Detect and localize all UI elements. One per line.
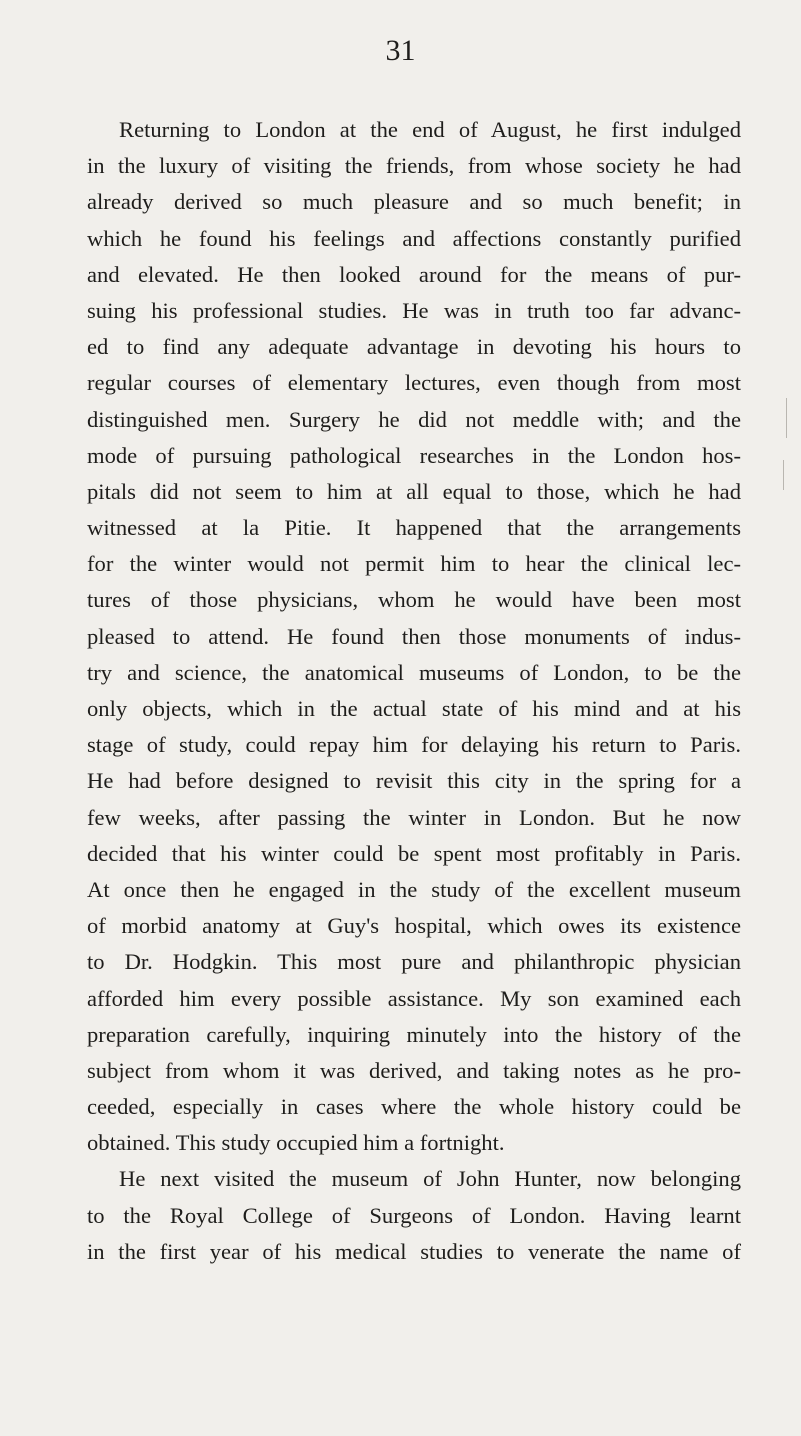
text-line: pitals did not seem to him at all equal to those, which he had	[87, 478, 741, 504]
text-line: afforded him every possible assistance. My son examined each	[87, 985, 741, 1011]
text-line: tures of those physicians, whom he would have been most	[87, 587, 741, 613]
text-line: pleased to attend. He found then those monuments of indus-	[87, 623, 741, 649]
text-line: He had before designed to revisit this city in the spring for a	[87, 768, 741, 794]
text-line: suing his professional studies. He was in truth too far advanc-	[87, 297, 741, 323]
text-line: few weeks, after passing the winter in London. But he now	[87, 804, 741, 830]
text-line: At once then he engaged in the study of the excellent museum	[87, 876, 741, 902]
body-text	[87, 112, 741, 1270]
text-line: He next visited the museum of John Hunter, now belonging	[119, 1166, 741, 1192]
text-line: stage of study, could repay him for delaying his return to Paris.	[87, 732, 741, 758]
text-line: witnessed at la Pitie. It happened that the arrangements	[87, 515, 741, 541]
margin-mark	[783, 460, 784, 490]
text-line: of morbid anatomy at Guy's hospital, which owes its existence	[87, 913, 741, 939]
text-line: preparation carefully, inquiring minutely into the history of the	[87, 1021, 741, 1047]
text-line: decided that his winter could be spent most profitably in Paris.	[87, 840, 741, 866]
text-line: in the luxury of visiting the friends, from whose society he had	[87, 153, 741, 179]
text-line: in the first year of his medical studies to venerate the name of	[87, 1238, 741, 1264]
text-line: already derived so much pleasure and so much benefit; in	[87, 189, 741, 215]
text-line: for the winter would not permit him to hear the clinical lec-	[87, 551, 741, 577]
text-line: try and science, the anatomical museums of London, to be the	[87, 659, 741, 685]
text-line: Returning to London at the end of August, he first indulged	[119, 117, 741, 142]
text-line: regular courses of elementary lectures, even though from most	[87, 370, 741, 396]
text-line: distinguished men. Surgery he did not meddle with; and the	[87, 406, 741, 432]
text-line: ed to find any adequate advantage in devoting his hours to	[87, 334, 741, 360]
text-line: to Dr. Hodgkin. This most pure and philanthropic physician	[87, 949, 741, 975]
text-line: which he found his feelings and affections constantly purified	[87, 225, 741, 251]
margin-mark	[786, 398, 787, 438]
page-number: 31	[385, 34, 416, 67]
text-line: ceeded, especially in cases where the whole history could be	[87, 1094, 741, 1120]
text-line: only objects, which in the actual state of his mind and at his	[87, 696, 741, 721]
text-line: to the Royal College of Surgeons of London. Having learnt	[87, 1202, 741, 1228]
text-line: subject from whom it was derived, and taking notes as he pro-	[87, 1057, 741, 1083]
text-line: obtained. This study occupied him a fortnight.	[87, 1130, 505, 1156]
text-line: and elevated. He then looked around for the means of pur-	[87, 261, 741, 287]
text-line: mode of pursuing pathological researches in the London hos-	[87, 442, 741, 468]
